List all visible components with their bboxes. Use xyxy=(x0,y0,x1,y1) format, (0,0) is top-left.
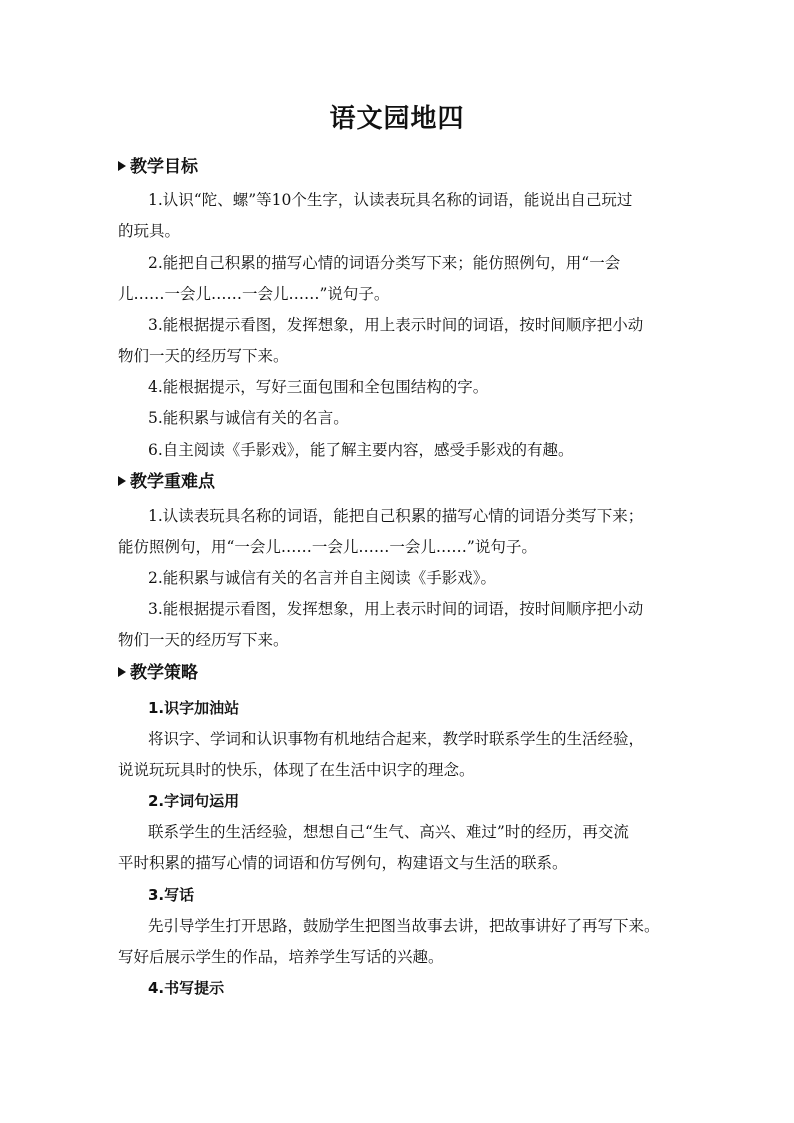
goal-3-line-1: 3.能根据提示看图，发挥想象，用上表示时间的词语，按时间顺序把小动 xyxy=(148,316,644,334)
strategy-2-title: 2.字词句运用 xyxy=(148,792,240,810)
goal-1-line-2: 的玩具。 xyxy=(118,222,181,240)
section-heading-label: 教学策略 xyxy=(130,663,198,683)
triangle-bullet-icon xyxy=(118,161,126,171)
section-heading-label: 教学目标 xyxy=(130,157,198,177)
strategy-3-line-2: 写好后展示学生的作品，培养学生写话的兴趣。 xyxy=(118,948,444,966)
strategy-3-line-1: 先引导学生打开思路，鼓励学生把图当故事去讲，把故事讲好了再写下来。 xyxy=(148,917,660,935)
triangle-bullet-icon xyxy=(118,667,126,677)
strategy-1-line-1: 将识字、学词和认识事物有机地结合起来，教学时联系学生的生活经验， xyxy=(148,730,645,748)
goal-2-line-2: 儿……一会儿……一会儿……”说句子。 xyxy=(118,285,390,303)
page-title: 语文园地四 xyxy=(329,104,465,134)
goal-6: 6.自主阅读《手影戏》，能了解主要内容，感受手影戏的有趣。 xyxy=(148,441,574,459)
strategy-2-line-1: 联系学生的生活经验，想想自己“生气、高兴、难过”时的经历，再交流 xyxy=(148,823,629,841)
triangle-bullet-icon xyxy=(118,476,126,486)
section-heading-goals xyxy=(118,157,198,177)
key-point-3-line-1: 3.能根据提示看图，发挥想象，用上表示时间的词语，按时间顺序把小动 xyxy=(148,600,644,618)
goal-3-line-2: 物们一天的经历写下来。 xyxy=(118,347,289,365)
strategy-4-title: 4.书写提示 xyxy=(148,979,225,997)
strategy-1-line-2: 说说玩玩具时的快乐，体现了在生活中识字的理念。 xyxy=(118,761,475,779)
goal-1-line-1: 1.认识“陀、螺”等10个生字，认读表玩具名称的词语，能说出自己玩过 xyxy=(148,191,633,209)
section-heading-label: 教学重难点 xyxy=(130,472,215,492)
goal-5: 5.能积累与诚信有关的名言。 xyxy=(148,409,349,427)
goal-4: 4.能根据提示，写好三面包围和全包围结构的字。 xyxy=(148,378,489,396)
section-heading-strategy xyxy=(118,663,198,683)
key-point-2: 2.能积累与诚信有关的名言并自主阅读《手影戏》。 xyxy=(148,569,497,587)
key-point-3-line-2: 物们一天的经历写下来。 xyxy=(118,631,289,649)
key-point-1-line-1: 1.认读表玩具名称的词语，能把自己积累的描写心情的词语分类写下来； xyxy=(148,507,644,525)
key-point-1-line-2: 能仿照例句，用“一会儿……一会儿……一会儿……”说句子。 xyxy=(118,538,537,556)
goal-2-line-1: 2.能把自己积累的描写心情的词语分类写下来；能仿照例句，用“一会 xyxy=(148,254,621,272)
strategy-2-line-2: 平时积累的描写心情的词语和仿写例句，构建语文与生活的联系。 xyxy=(118,854,568,872)
strategy-1-title: 1.识字加油站 xyxy=(148,699,240,717)
section-heading-key-points xyxy=(118,472,215,492)
strategy-3-title: 3.写话 xyxy=(148,886,195,904)
